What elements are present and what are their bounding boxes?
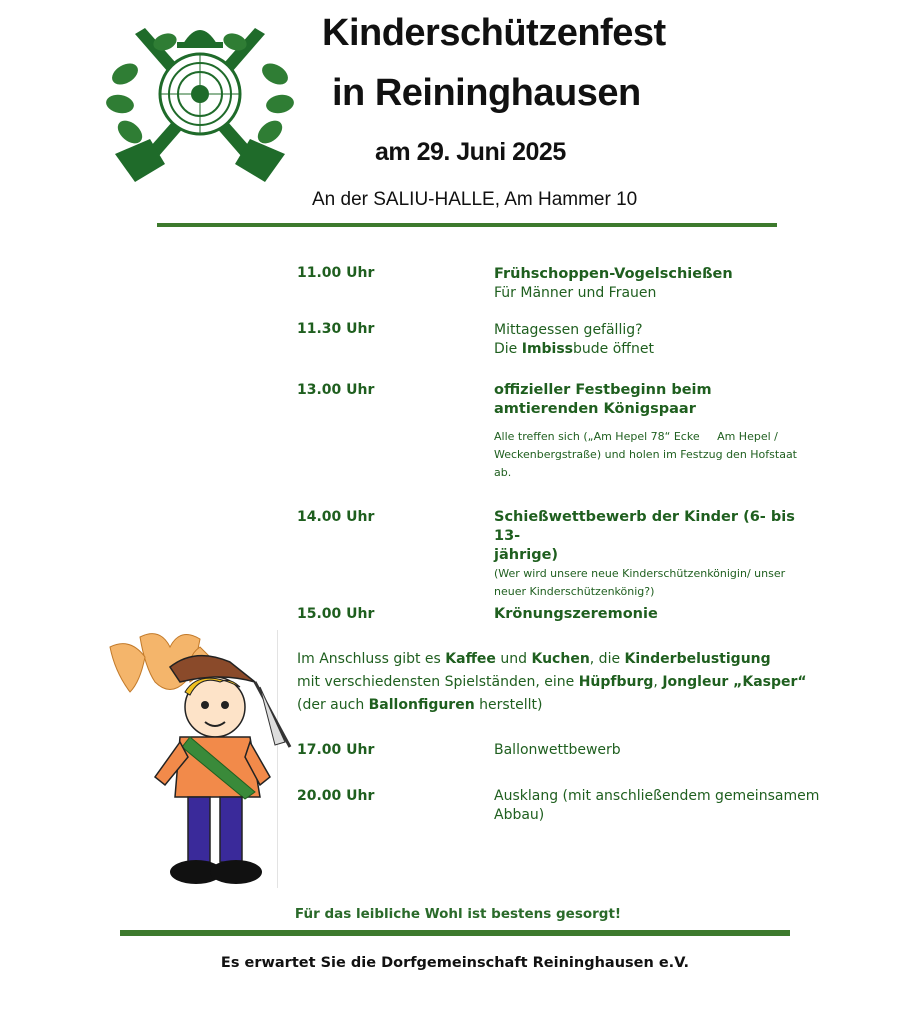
- schedule-text: Mittagessen gefällig?: [494, 322, 643, 338]
- event-date: am 29. Juni 2025: [375, 138, 566, 166]
- divider-bottom: [120, 930, 790, 936]
- schedule-item: [494, 321, 824, 359]
- schedule-item: [494, 787, 824, 825]
- schedule-item: [494, 605, 824, 624]
- schedule-time: 20.00 Uhr: [297, 788, 375, 804]
- schedule-time: 14.00 Uhr: [297, 509, 375, 525]
- event-venue: An der SALIU-HALLE, Am Hammer 10: [312, 189, 638, 210]
- schedule-text: Die Imbissbude öffnet: [494, 341, 654, 357]
- schedule-title: jährige): [494, 547, 559, 563]
- child-shooter-mascot-icon: [100, 627, 300, 892]
- schedule-time: 15.00 Uhr: [297, 606, 375, 622]
- shooting-club-logo-icon: [105, 14, 295, 194]
- schedule-text: Ballonwettbewerb: [494, 742, 621, 758]
- organizer-note: Es erwartet Sie die Dorfgemeinschaft Reininghausen e.V.: [220, 955, 690, 971]
- schedule-title: amtierenden Königspaar: [494, 401, 696, 417]
- schedule-item: [494, 508, 824, 601]
- schedule-note: (Wer wird unsere neue Kinderschützenkönigin/ unser: [494, 567, 786, 580]
- schedule-item: [494, 741, 824, 760]
- schedule-note: Alle treffen sich („Am Hepel 78“ Ecke Am Hepel /: [494, 430, 778, 443]
- afterwards-paragraph: Im Anschluss gibt es Kaffee und Kuchen, die Kinderbelustigung mit verschiedensten Spielständen, eine Hüpfburg, Jongleur „Kasper“ (der auch Ballonfiguren herstellt): [297, 651, 807, 713]
- schedule-subtitle: Für Männer und Frauen: [494, 285, 657, 301]
- schedule-time: 11.00 Uhr: [297, 265, 375, 281]
- schedule-item: [494, 381, 824, 482]
- schedule-time: 13.00 Uhr: [297, 382, 375, 398]
- schedule-time: 17.00 Uhr: [297, 742, 375, 758]
- divider-top: [157, 223, 777, 227]
- schedule-time: 11.30 Uhr: [297, 321, 375, 337]
- schedule-note: ab.: [494, 466, 512, 479]
- page-title: Kinderschützenfest: [322, 12, 666, 54]
- schedule-text: Abbau): [494, 807, 545, 823]
- schedule-note: Weckenbergstraße) und holen im Festzug den Hofstaat: [494, 448, 797, 461]
- schedule-title: offizieller Festbeginn beim: [494, 382, 712, 398]
- page-subtitle: in Reininghausen: [332, 72, 641, 114]
- schedule-title: Frühschoppen-Vogelschießen: [494, 266, 733, 282]
- schedule-title: Krönungszeremonie: [494, 606, 658, 622]
- schedule-note: neuer Kinderschützenkönig?): [494, 585, 655, 598]
- schedule-item: [494, 265, 824, 303]
- catering-note: Für das leibliche Wohl ist bestens gesorgt!: [294, 906, 622, 922]
- schedule-text: Ausklang (mit anschließendem gemeinsamem: [494, 788, 820, 804]
- schedule-title: Schießwettbewerb der Kinder (6- bis 13-: [494, 509, 795, 544]
